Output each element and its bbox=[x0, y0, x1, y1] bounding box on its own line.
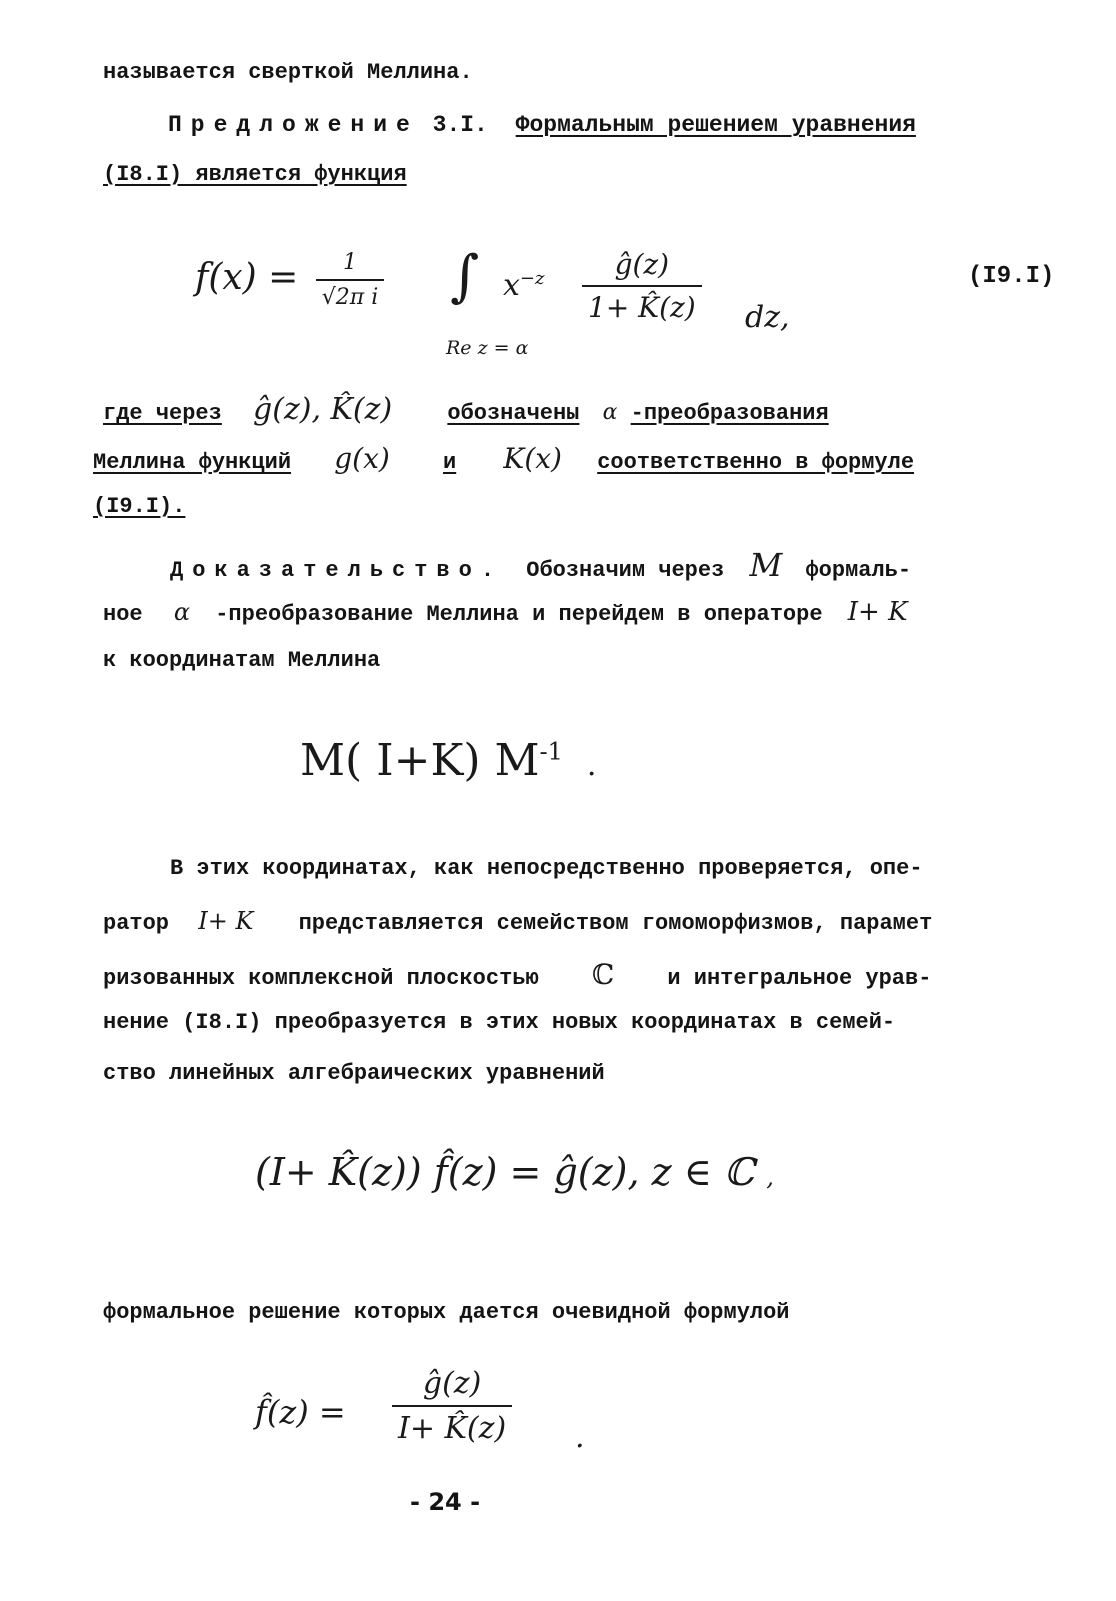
paragraph-line-5: ство линейных алгебраических уравнений bbox=[103, 1061, 605, 1086]
equation-reference: (I9.I). bbox=[93, 494, 186, 519]
mellin-functions-text: Меллина функций bbox=[93, 450, 292, 475]
proposition-number: 3.I. bbox=[432, 112, 488, 138]
equation-number: (I9.I) bbox=[968, 263, 1055, 290]
where-text: где через bbox=[103, 401, 222, 426]
eq1-fraction bbox=[582, 248, 702, 324]
eq1-power-exponent: −z bbox=[519, 268, 545, 289]
eq4-numerator: ĝ(z) bbox=[422, 1366, 482, 1401]
transform-text: -преобразования bbox=[630, 401, 829, 426]
equation-19-1 bbox=[195, 250, 384, 310]
inverse-exponent: -1 bbox=[539, 737, 563, 766]
paragraph-line-2: ратор I+ K представляется семейством гомоморфизмов, парамет bbox=[103, 907, 933, 936]
alpha-symbol: α bbox=[602, 400, 618, 425]
proof-text-e: к координатам Меллина bbox=[103, 648, 381, 673]
proposition-statement-part1: Формальным решением уравнения bbox=[515, 112, 916, 138]
sentence-text: называется сверткой Меллина. bbox=[103, 60, 473, 85]
proof-line-3 bbox=[103, 648, 380, 673]
alpha-symbol: α bbox=[173, 598, 191, 626]
eq1-fraction-denominator: 1+ K̂(z) bbox=[582, 285, 702, 324]
integral-subscript: Re z = α bbox=[446, 337, 529, 359]
text-line-1 bbox=[103, 60, 473, 85]
proof-line-1 bbox=[170, 546, 911, 584]
where-line bbox=[103, 392, 829, 427]
respectively-text: соответственно в формуле bbox=[597, 450, 915, 475]
proposition-line-2 bbox=[103, 162, 407, 187]
integral-sign: ∫ bbox=[450, 244, 480, 309]
page-number: - 24 - bbox=[410, 1488, 481, 1516]
g-of-x: g(x) bbox=[334, 442, 390, 475]
operator-1-plus-K: I+ K bbox=[198, 907, 254, 935]
M-symbol: M bbox=[749, 546, 783, 584]
eq1-coefficient bbox=[316, 250, 385, 310]
proof-heading: Доказательство. bbox=[170, 558, 504, 583]
eq1-differential: dz, bbox=[745, 300, 790, 335]
eq1-coef-numerator: 1 bbox=[343, 250, 358, 275]
eq4-denominator: I+ K̂(z) bbox=[392, 1405, 512, 1446]
proposition-heading: Предложение bbox=[168, 112, 419, 138]
mellin-line bbox=[93, 442, 914, 475]
proof-text-a: Обозначим через bbox=[526, 558, 725, 583]
proof-text-d: -преобразование Меллина и перейдем в операторе bbox=[215, 602, 823, 627]
paragraph-line-3: ризованных комплексной плоскостью ℂ и интегральное урав- bbox=[103, 958, 932, 991]
proposition-statement-part2: (I8.I) является функция bbox=[103, 162, 407, 187]
where-math: ĝ(z), K̂(z) bbox=[253, 392, 393, 427]
formal-solution-line: формальное решение которых дается очевидной формулой bbox=[103, 1300, 790, 1325]
eq4-period: . bbox=[575, 1420, 585, 1455]
eq1-lhs: f(x) = bbox=[195, 257, 299, 298]
K-of-x: K(x) bbox=[503, 442, 562, 475]
proof-text-c: ное bbox=[103, 602, 143, 627]
proof-line-2 bbox=[103, 597, 908, 627]
proof-text-b: формаль- bbox=[805, 558, 912, 583]
eq1-power-term: $x^{-z}$ bbox=[503, 268, 545, 303]
complex-plane-symbol: ℂ bbox=[591, 958, 615, 991]
equation-formal-solution-fraction bbox=[392, 1366, 512, 1446]
eq1-coef-denominator: √2π i bbox=[316, 279, 385, 310]
equation-operator-conjugation: M( I+K) $M^{-1}$ . bbox=[300, 735, 597, 786]
paragraph-line-1: В этих координатах, как непосредственно проверяется, опе- bbox=[170, 856, 923, 881]
operator-1-plus-K: I+ K bbox=[847, 597, 908, 627]
and-word: и bbox=[443, 450, 457, 475]
equation-algebraic-family: (I+ K̂(z)) f̂(z) = ĝ(z), z ∈ ℂ , bbox=[255, 1150, 774, 1194]
proposition-line bbox=[168, 112, 916, 138]
reference-line bbox=[93, 494, 185, 519]
paragraph-line-4: нение (I8.I) преобразуется в этих новых координатах в семей- bbox=[103, 1010, 896, 1035]
equation-formal-solution-lhs: f̂(z) = bbox=[255, 1393, 346, 1431]
denoted-text: обозначены bbox=[447, 401, 580, 426]
eq1-fraction-numerator: ĝ(z) bbox=[614, 248, 670, 281]
